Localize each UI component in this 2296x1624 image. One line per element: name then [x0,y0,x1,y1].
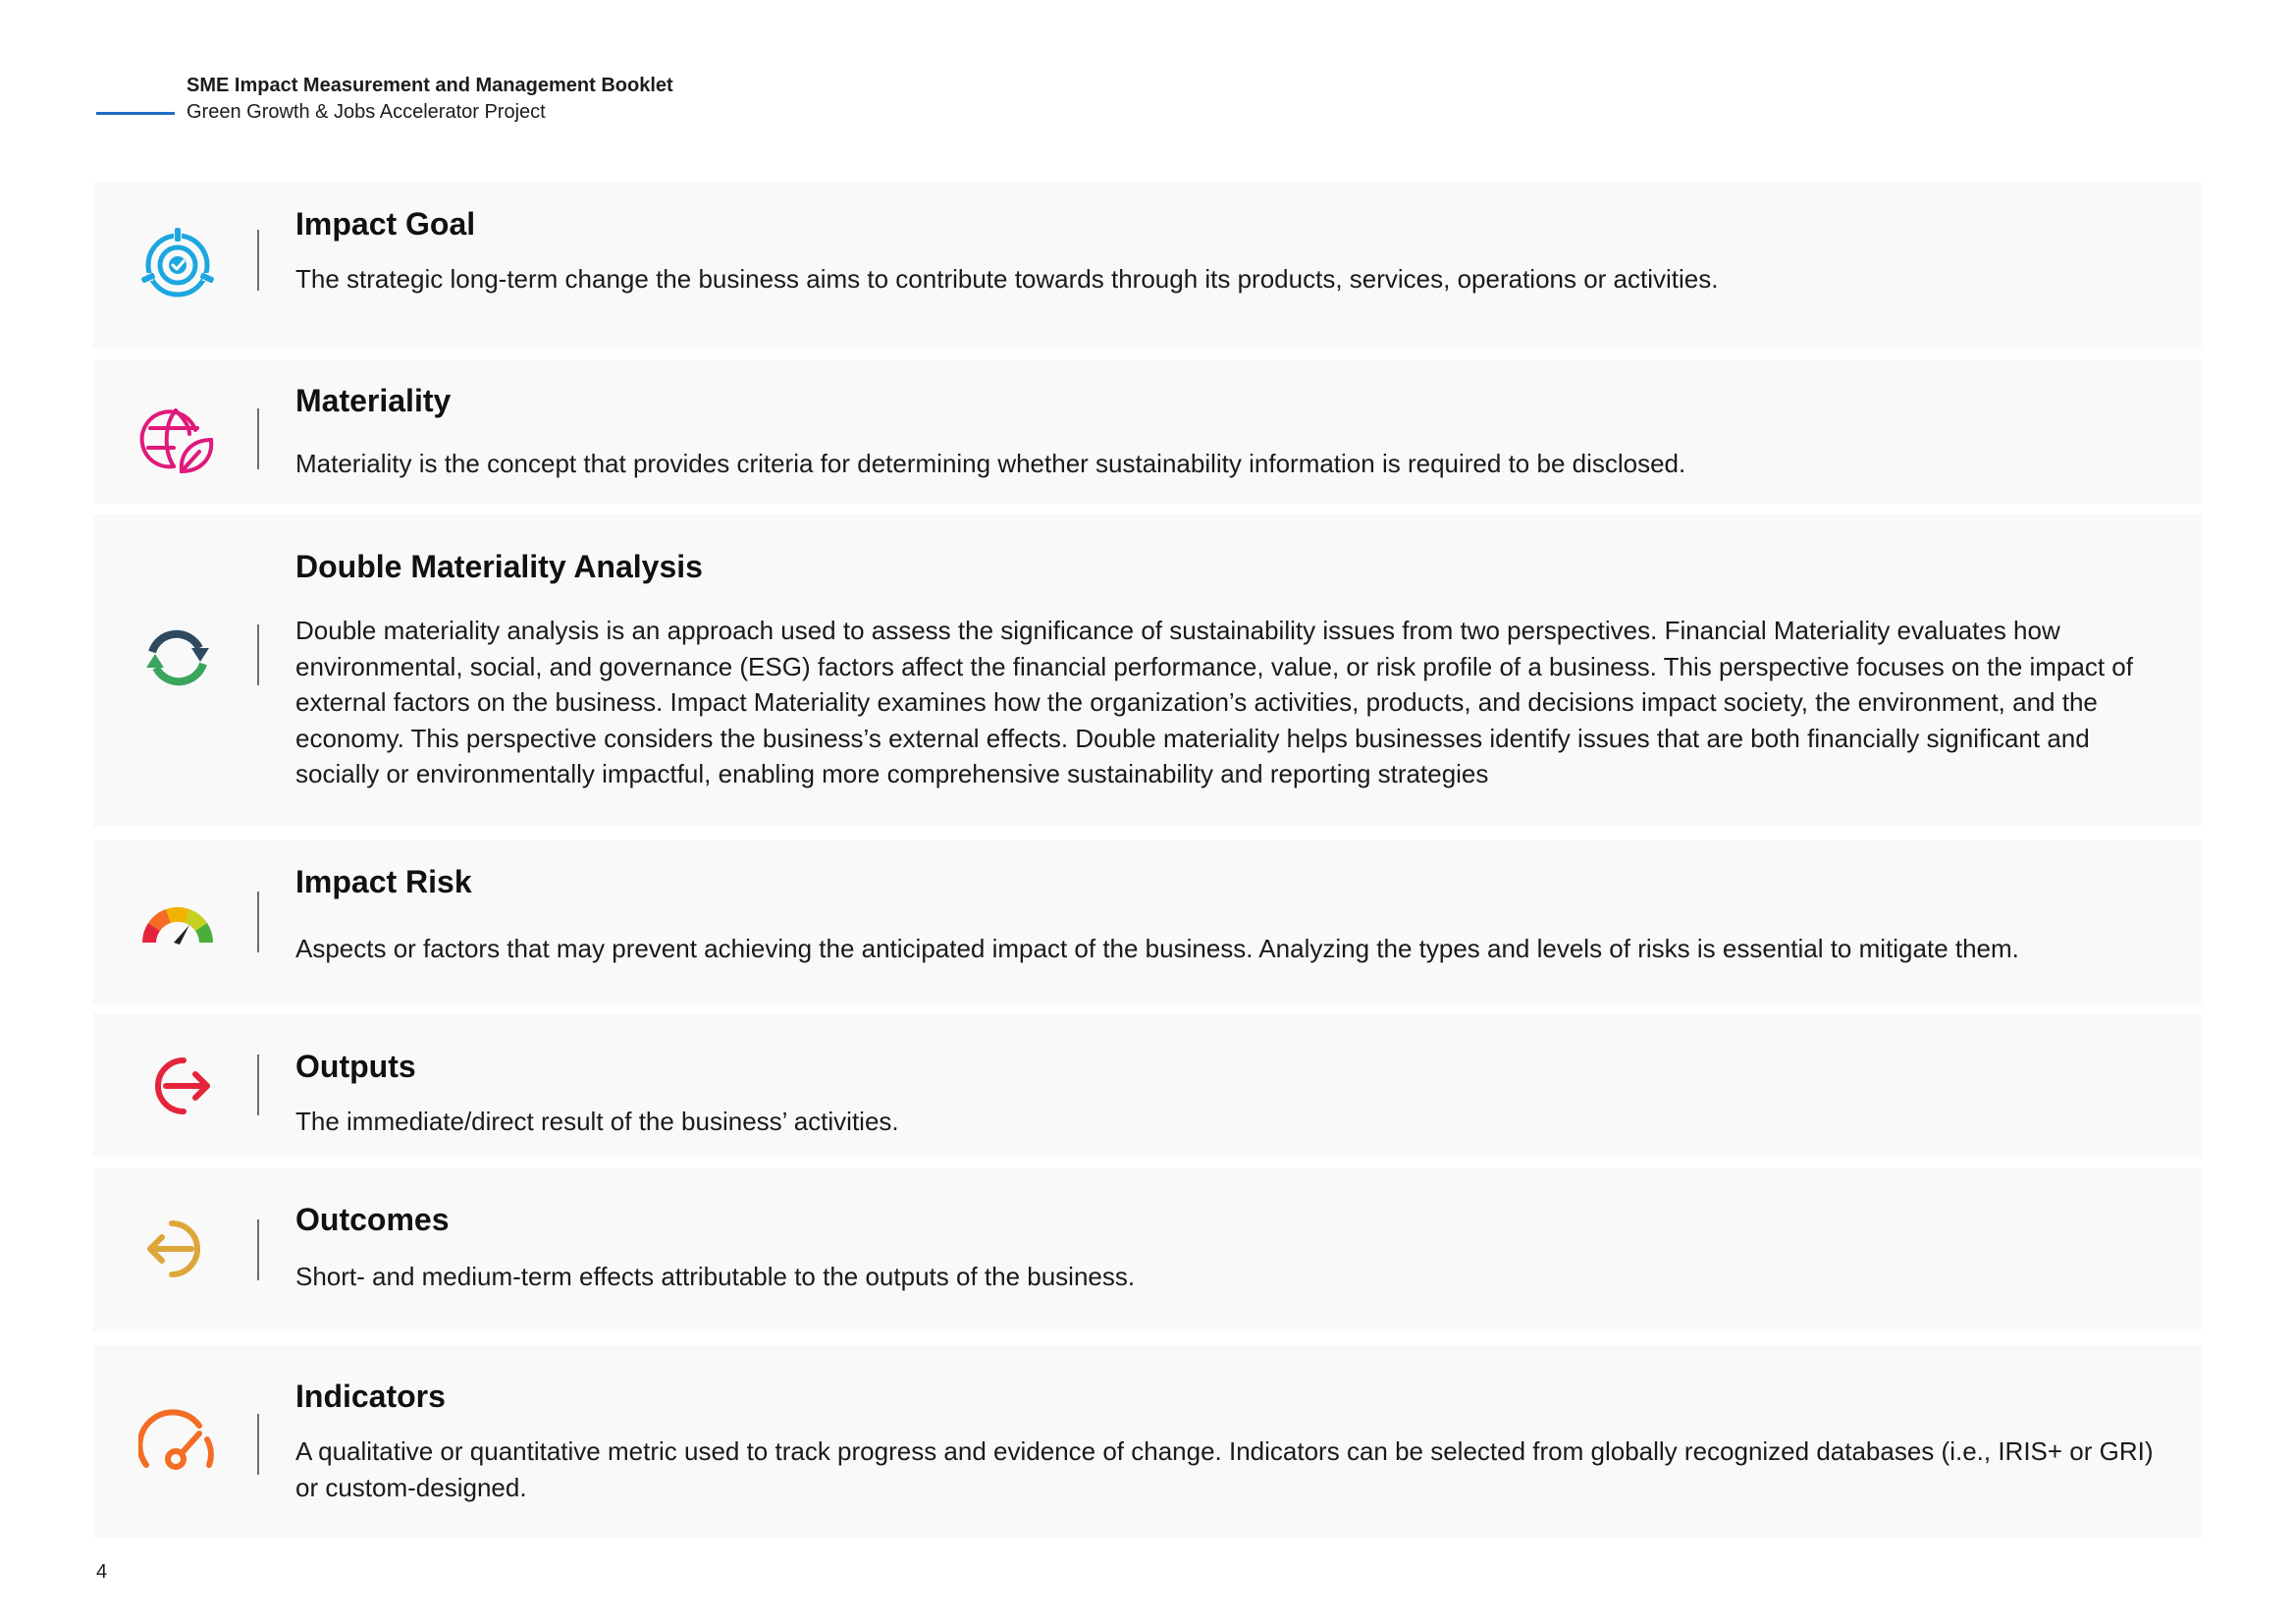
risk-gauge-icon [138,886,217,964]
card-title: Impact Goal [295,206,476,242]
card-description: The strategic long-term change the business aims to contribute towards through its products, services, operations or activities. [295,264,1719,294]
card-description: Short- and medium-term effects attributable to the outputs of the business. [295,1262,1136,1291]
page-number: 4 [96,1561,108,1583]
card-divider [257,624,259,685]
card-title: Materiality [295,383,452,418]
document-header [96,73,980,132]
enter-arrow-icon [138,1210,217,1288]
target-icon [138,226,217,304]
globe-leaf-icon [138,401,217,479]
card-title: Double Materiality Analysis [295,549,703,584]
definition-card-impact-goal [93,183,2202,349]
card-divider [257,1219,259,1280]
card-title: Impact Risk [295,864,472,899]
definition-card-materiality [93,359,2202,504]
refresh-cycle-icon [138,619,217,697]
card-divider [257,1055,259,1115]
speedometer-icon [138,1408,217,1487]
definition-card-double-materiality [93,514,2202,827]
card-description: A qualitative or quantitative metric used to track progress and evidence of change. Indicators can be selected from globally recognized databases (i.e., IRIS+ or GRI) or custom-designed. [295,1436,2154,1502]
card-description: Double materiality analysis is an approach used to assess the significance of sustainability issues from two perspectives. Financial Materiality evaluates how environmental, social, and governance (ESG) factors affect the financial performance, value, or risk profile of a business. This perspective focuses on the impact of external factors on the business. Impact Materiality examines how the organization’s activities, products, and decisions impact society, the environment, and the economy. This perspective considers the business’s external effects. Double materiality helps businesses identify issues that are both financially significant and socially or environmentally impactful, enabling more comprehensive sustainability and reporting strategies [295,616,2133,788]
card-title: Outputs [295,1049,416,1084]
project-subtitle: Green Growth & Jobs Accelerator Project [187,101,546,123]
card-divider [257,408,259,469]
header-accent-line [96,112,175,115]
card-description: Aspects or factors that may prevent achieving the anticipated impact of the business. Analyzing the types and levels of risks is essential to mitigate them. [295,934,2019,963]
card-description: The immediate/direct result of the business’ activities. [295,1107,899,1136]
definition-card-impact-risk [93,840,2202,1004]
card-divider [257,1414,259,1475]
card-title: Outcomes [295,1202,450,1237]
card-description: Materiality is the concept that provides criteria for determining whether sustainability information is required to be disclosed. [295,449,1686,478]
exit-arrow-icon [138,1047,217,1125]
definition-card-outcomes [93,1168,2202,1331]
definition-card-indicators [93,1345,2202,1538]
card-divider [257,892,259,952]
card-title: Indicators [295,1379,446,1414]
definition-card-outputs [93,1013,2202,1157]
card-divider [257,230,259,291]
booklet-title: SME Impact Measurement and Management Booklet [187,75,673,96]
